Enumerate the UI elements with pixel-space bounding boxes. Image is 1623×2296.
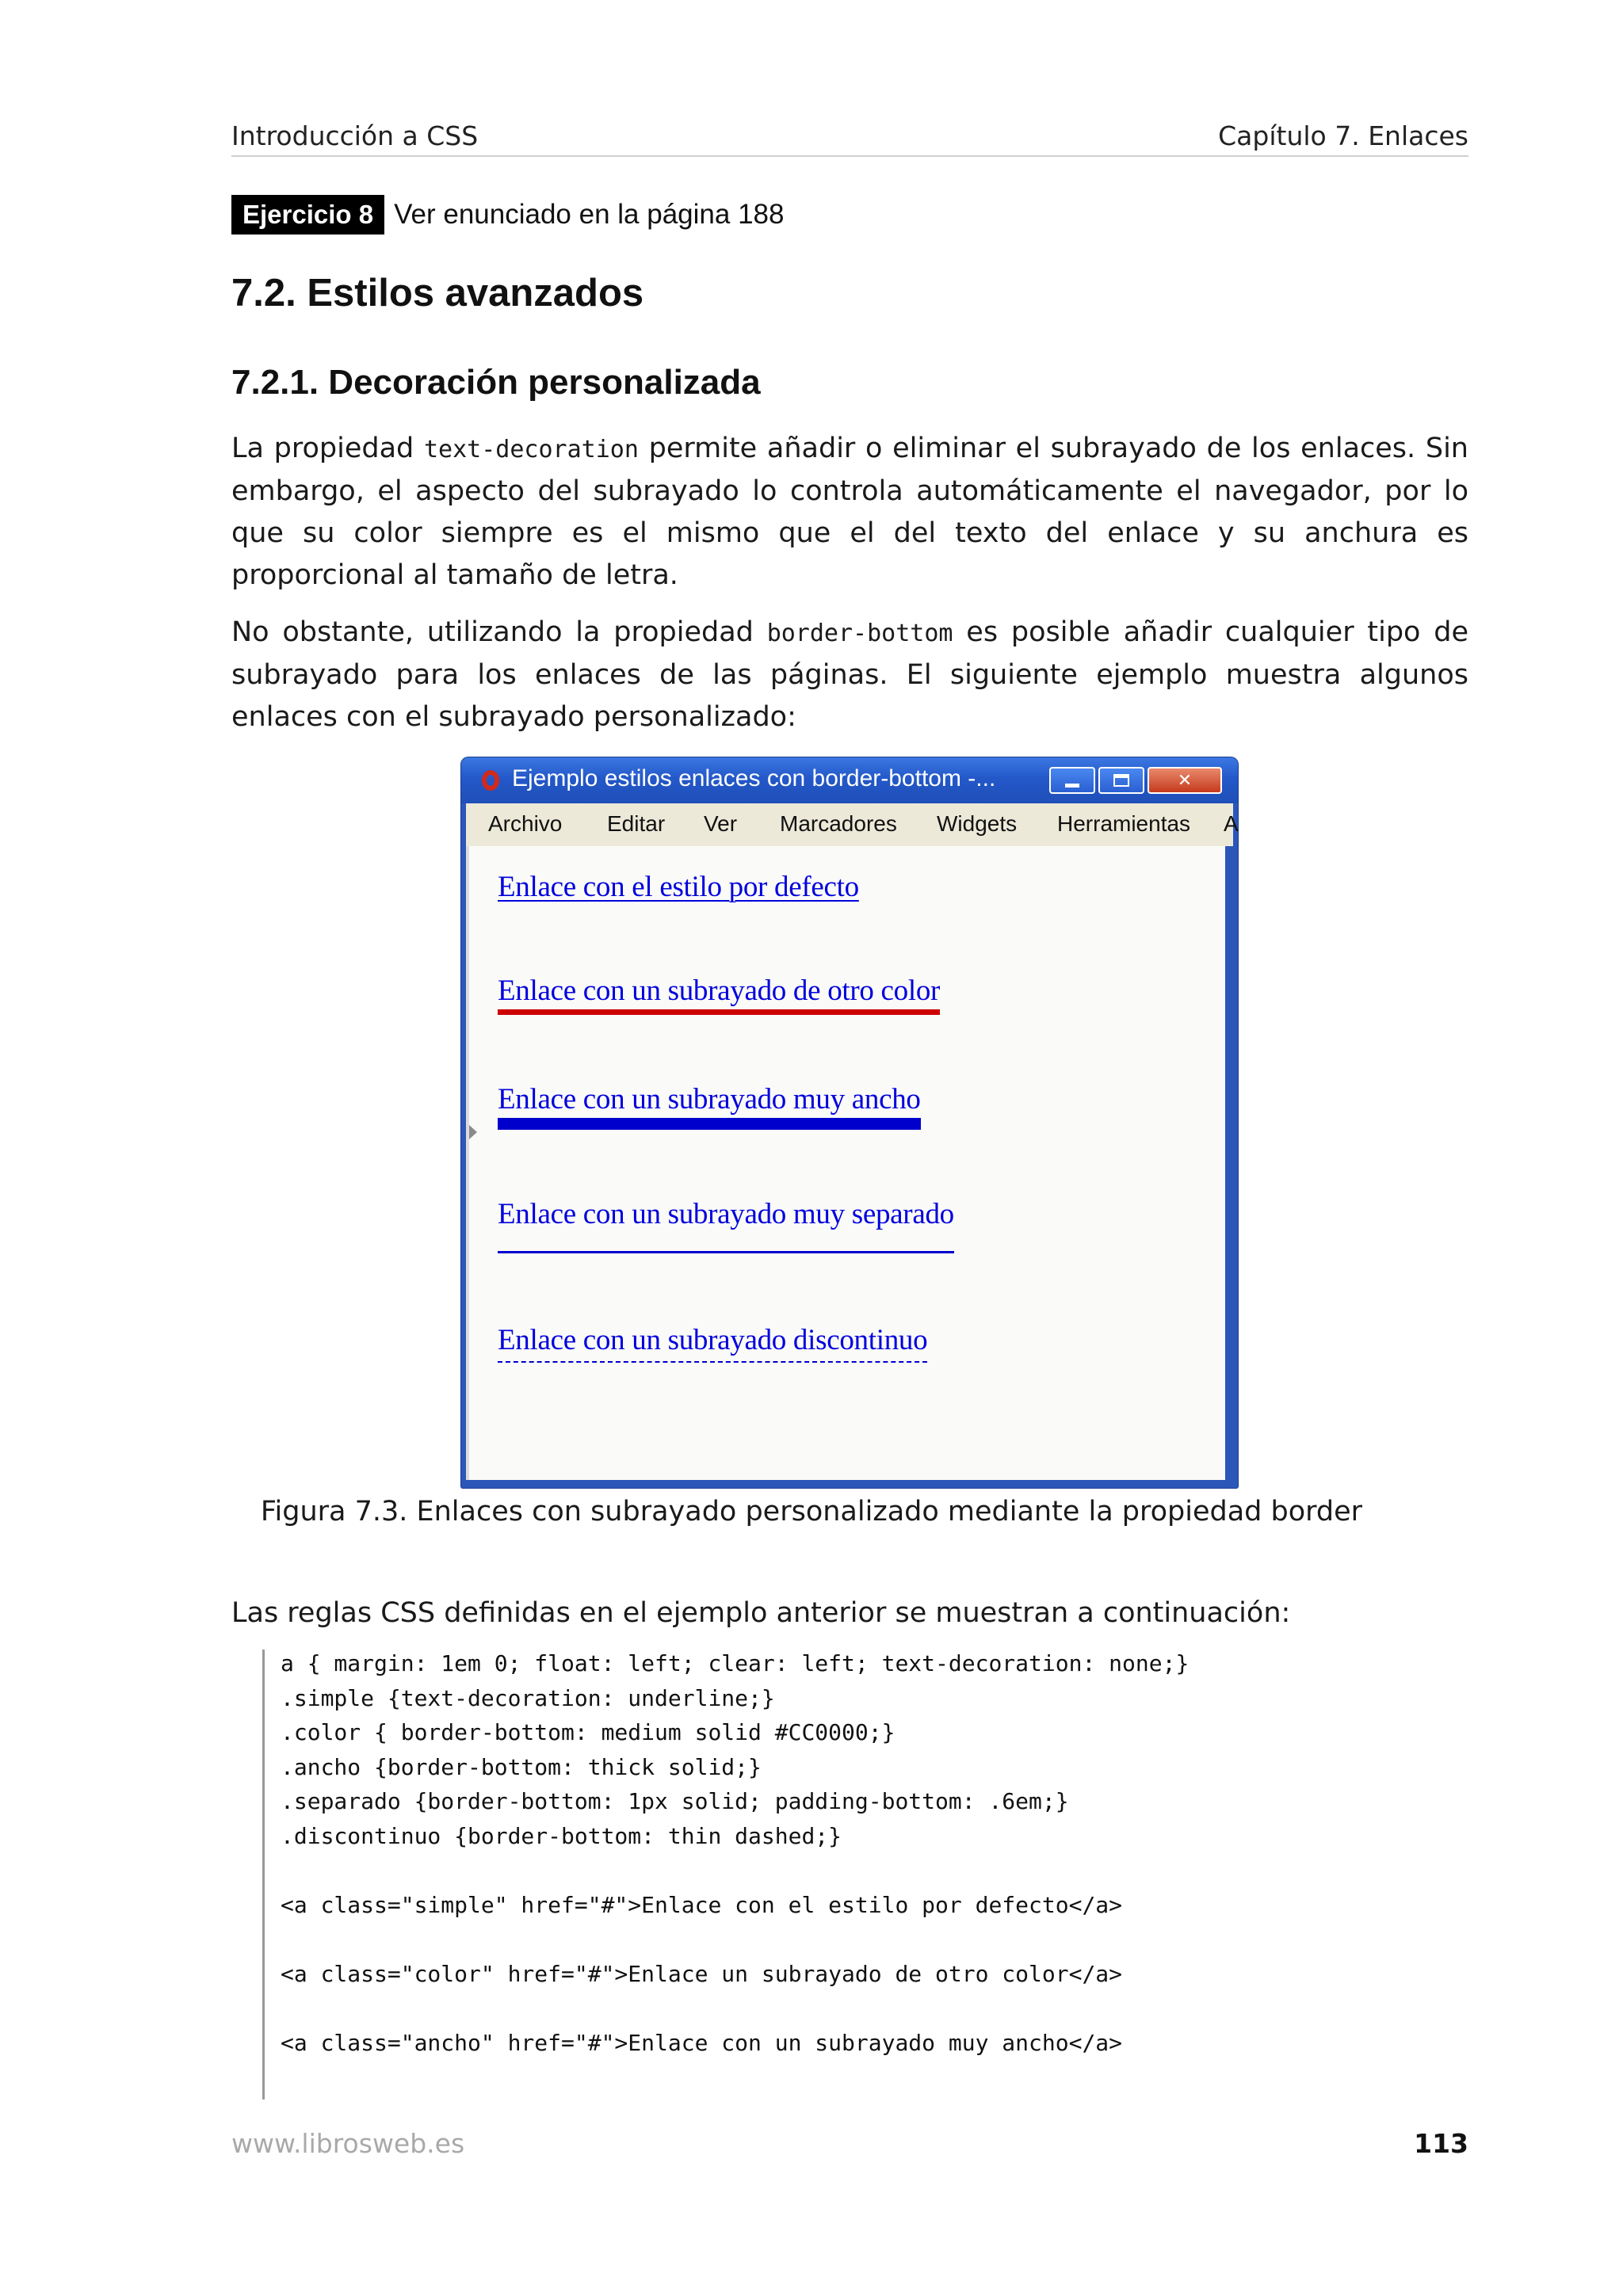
menu-widgets[interactable]: Widgets — [937, 811, 1018, 836]
code-line: .simple {text-decoration: underline;} — [281, 1684, 775, 1711]
menu-ver[interactable]: Ver — [704, 811, 738, 836]
link-discontinuo[interactable]: Enlace con un subrayado discontinuo — [498, 1323, 927, 1363]
figure-caption: Figura 7.3. Enlaces con subrayado personalizado mediante la propiedad border — [260, 1496, 1363, 1527]
link-ancho[interactable]: Enlace con un subrayado muy ancho — [498, 1081, 921, 1130]
close-icon: ✕ — [1177, 770, 1193, 791]
link-color[interactable]: Enlace con un subrayado de otro color — [498, 973, 940, 1015]
minimize-button[interactable] — [1049, 767, 1095, 794]
paragraph-text-decoration — [231, 428, 1468, 597]
maximize-button[interactable] — [1098, 767, 1144, 794]
code-line — [281, 1991, 1189, 2026]
link-separado[interactable]: Enlace con un subrayado muy separado — [498, 1197, 954, 1253]
menu-bar — [466, 803, 1239, 846]
menu-editar[interactable]: Editar — [607, 811, 666, 836]
running-header-book-title: Introducción a CSS — [231, 120, 479, 151]
menu-archivo[interactable]: Archivo — [488, 811, 563, 836]
link-simple[interactable]: Enlace con el estilo por defecto — [498, 871, 859, 903]
code-intro-text: Las reglas CSS definidas en el ejemplo anterior se muestran a continuación: — [231, 1597, 1291, 1629]
code-block-bar — [262, 1650, 265, 2100]
running-header-chapter: Capítulo 7. Enlaces — [1218, 120, 1468, 151]
code-block — [281, 1646, 1189, 2060]
code-line — [281, 1922, 1189, 1957]
window-titlebar — [461, 757, 1238, 803]
scroll-arrow-icon — [469, 1125, 477, 1139]
browser-content-area — [466, 846, 1225, 1480]
paragraph-border-bottom — [231, 612, 1468, 738]
para1-text-before: La propiedad — [231, 433, 424, 464]
para2-code: border-bottom — [766, 620, 953, 647]
minimize-icon — [1065, 784, 1079, 788]
code-line: .ancho {border-bottom: thick solid;} — [281, 1753, 762, 1780]
window-title: Ejemplo estilos enlaces con border-bottom -... — [512, 765, 996, 791]
para2-text-before: No obstante, utilizando la propiedad — [231, 616, 767, 648]
menu-ayuda-truncated[interactable]: A — [1224, 811, 1239, 836]
code-line — [281, 1853, 1189, 1888]
page-number: 113 — [1414, 2128, 1468, 2159]
code-line: a { margin: 1em 0; float: left; clear: left; text-decoration: none;} — [281, 1650, 1190, 1676]
close-button[interactable] — [1148, 767, 1222, 794]
code-line: .color { border-bottom: medium solid #CC0000;} — [281, 1719, 896, 1745]
para2-text-after: es posible añadir cualquier tipo de subrayado para los enlaces de las páginas. El siguiente ejemplo muestra algunos enlaces con el subrayado personalizado: — [231, 616, 1469, 733]
footer-website: www.librosweb.es — [231, 2128, 465, 2159]
section-title: 7.2. Estilos avanzados — [231, 272, 644, 315]
code-line: <a class="simple" href="#">Enlace con el estilo por defecto</a> — [281, 1891, 1123, 1918]
exercise-badge: Ejercicio 8 — [231, 195, 384, 235]
exercise-reference — [231, 195, 784, 235]
menu-herramientas[interactable]: Herramientas — [1057, 811, 1191, 836]
exercise-text: Ver enunciado en la página 188 — [394, 199, 785, 230]
opera-logo-icon — [482, 770, 499, 791]
header-rule — [231, 155, 1468, 157]
code-line: <a class="ancho" href="#">Enlace con un subrayado muy ancho</a> — [281, 2029, 1123, 2056]
code-line: .separado {border-bottom: 1px solid; padding-bottom: .6em;} — [281, 1788, 1069, 1814]
menu-marcadores[interactable]: Marcadores — [780, 811, 897, 836]
para1-text-after: permite añadir o eliminar el subrayado de los enlaces. Sin embargo, el aspecto del subrayado lo controla automáticamente el navegador, por lo que su color siempre es el mismo que el del texto del enlace y su anchura es proporcional al tamaño de letra. — [231, 433, 1468, 591]
code-line: <a class="color" href="#">Enlace un subrayado de otro color</a> — [281, 1960, 1123, 1987]
para1-code: text-decoration — [423, 436, 639, 463]
browser-window-figure — [461, 757, 1238, 1488]
maximize-icon — [1113, 774, 1129, 787]
subsection-title: 7.2.1. Decoración personalizada — [231, 363, 761, 402]
code-line: .discontinuo {border-bottom: thin dashed;} — [281, 1822, 842, 1849]
